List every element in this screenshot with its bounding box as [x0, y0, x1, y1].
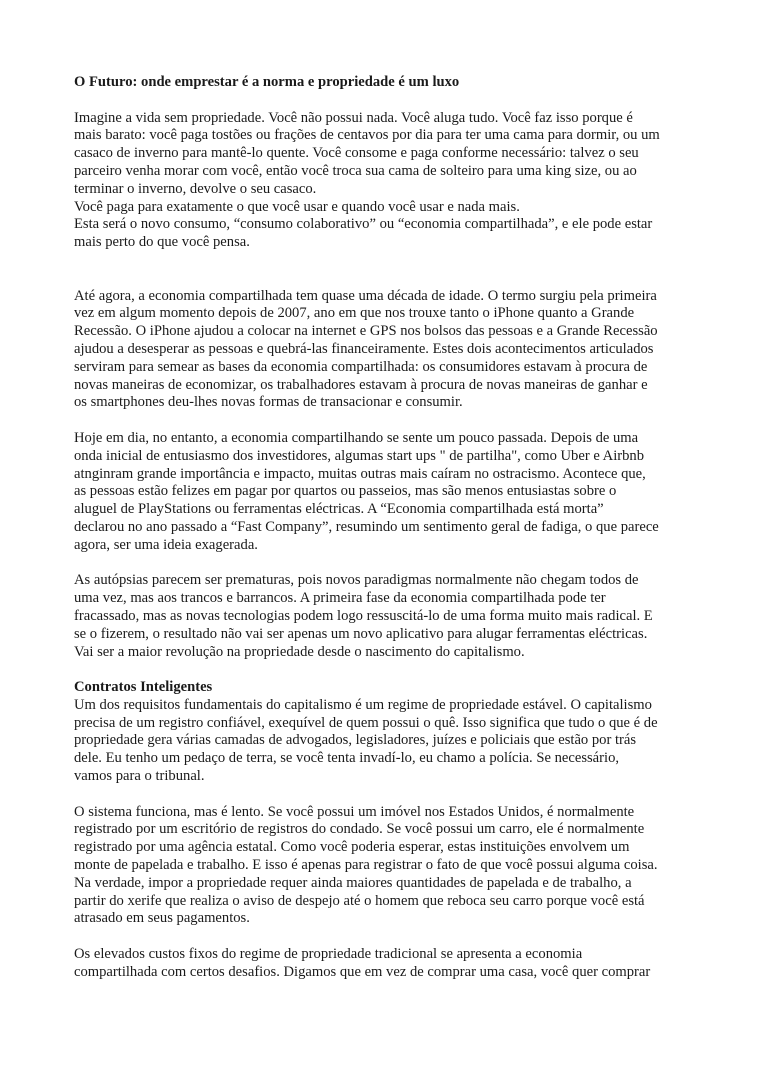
- text-line: As autópsias parecem ser prematuras, pois novos paradigmas normalmente não chegam todos de: [74, 572, 639, 589]
- text-line: propriedade gera várias camadas de advogados, legisladores, juízes e policiais que estão por trás: [74, 732, 637, 749]
- text-line: dele. Eu tenho um pedaço de terra, se você tenta invadí-lo, eu chamo a polícia. Se necessário,: [74, 750, 620, 767]
- paragraph-history: [74, 288, 706, 413]
- text-line: aluguel de PlayStations ou ferramentas eléctricas. A “Economia compartilhada está morta”: [74, 501, 604, 518]
- document-title: O Futuro: onde emprestar é a norma e propriedade é um luxo: [74, 74, 460, 90]
- text-line: precisa de um registro confiável, exequível de quem possui o quê. Isso significa que tudo o que é de: [74, 714, 658, 731]
- text-line: Imagine a vida sem propriedade. Você não possui nada. Você aluga tudo. Você faz isso porque é: [74, 109, 633, 126]
- text-line: fracassado, mas as novas tecnologias podem logo ressuscitá-lo de uma forma muito mais radical. E: [74, 607, 653, 624]
- text-line: mais perto do que você pensa.: [74, 234, 250, 251]
- text-line: parceiro venha morar com você, então você troca sua cama de solteiro para uma king size, ou ao: [74, 162, 637, 179]
- text-line: registrado por uma agência estatal. Como você poderia esperar, estas instituições envolvem um: [74, 839, 630, 856]
- text-line: Hoje em dia, no entanto, a economia compartilhando se sente um pouco passada. Depois de uma: [74, 429, 639, 446]
- text-line: atnginram grande importância e impacto, muitas outras mais caíram no ostracismo. Acontece que,: [74, 465, 646, 482]
- text-line: compartilhada com certos desafios. Digamos que em vez de comprar uma casa, você quer comprar: [74, 963, 651, 980]
- text-line: onda inicial de entusiasmo dos investidores, algumas start ups " de partilha", como Uber e Airbnb: [74, 447, 645, 464]
- text-line: O sistema funciona, mas é lento. Se você possui um imóvel nos Estados Unidos, é normalmente: [74, 803, 635, 820]
- blank-line: [74, 270, 706, 288]
- section-heading: Contratos Inteligentes: [74, 679, 213, 696]
- text-line: Até agora, a economia compartilhada tem quase uma década de idade. O termo surgiu pela primeira: [74, 287, 657, 304]
- text-line: partir do xerife que realiza o aviso de despejo até o homem que reboca seu carro porque você está: [74, 892, 645, 909]
- paragraph-costs: [74, 946, 706, 982]
- text-line: terminar o inverno, devolve o seu casaco.: [74, 180, 317, 197]
- text-line: ajudou a desesperar as pessoas e quebrá-las financeiramente. Estes dois acontecimentos articulados: [74, 340, 654, 357]
- text-line: atrasado em seus pagamentos.: [74, 910, 250, 927]
- text-line: mais barato: você paga tostões ou frações de centavos por dia para ter uma cama para dormir, ou um: [74, 127, 660, 144]
- paragraph-intro: [74, 110, 706, 252]
- text-line: vamos para o tribunal.: [74, 768, 205, 785]
- text-line: Você paga para exatamente o que você usar e quando você usar e nada mais.: [74, 198, 520, 215]
- text-line: uma vez, mas aos trancos e barrancos. A primeira fase da economia compartilhada pode ter: [74, 590, 606, 607]
- text-line: Recessão. O iPhone ajudou a colocar na internet e GPS nos bolsos das pessoas e a Grande Recessão: [74, 323, 658, 340]
- text-line: Esta será o novo consumo, “consumo colaborativo” ou “economia compartilhada”, e ele pode estar: [74, 216, 653, 233]
- text-line: serviram para semear as bases da economia compartilhada: os consumidores estavam à procura de: [74, 358, 648, 375]
- text-line: Vai ser a maior revolução na propriedade desde o nascimento do capitalismo.: [74, 643, 525, 660]
- text-line: registrado por um escritório de registros do condado. Se você possui um carro, ele é normalmente: [74, 821, 645, 838]
- text-line: casaco de inverno para mantê-lo quente. Você consome e paga conforme necessário: talvez o seu: [74, 145, 639, 162]
- section-smart-contracts: [74, 679, 706, 786]
- text-line: agora, ser uma ideia exagerada.: [74, 536, 258, 553]
- paragraph-system: [74, 804, 706, 929]
- text-line: se o fizerem, o resultado não vai ser apenas um novo aplicativo para alugar ferramentas eléctricas.: [74, 625, 648, 642]
- document-body: [74, 74, 706, 999]
- paragraph-autopsies: [74, 572, 706, 661]
- text-line: vez em algum momento depois de 2007, ano em que nos trouxe tanto o iPhone quanto a Grande: [74, 305, 635, 322]
- text-line: Os elevados custos fixos do regime de propriedade tradicional se apresenta a economia: [74, 946, 583, 963]
- text-line: Na verdade, impor a propriedade requer ainda maiores quantidades de papelada e de trabalho, a: [74, 874, 632, 891]
- text-line: as pessoas estão felizes em pagar por quartos ou passeios, mas são menos entusiastas sobre o: [74, 483, 617, 500]
- text-line: os smartphones deu-lhes novas formas de transacionar e consumir.: [74, 394, 463, 411]
- text-line: monte de papelada e trabalho. E isso é apenas para registrar o fato de que você possui alguma coisa.: [74, 857, 658, 874]
- text-line: declarou no ano passado a “Fast Company”, resumindo um sentimento geral de fadiga, o que parece: [74, 518, 659, 535]
- text-line: novas maneiras de economizar, os trabalhadores estavam à procura de novas maneiras de ganhar e: [74, 376, 648, 393]
- paragraph-today: [74, 430, 706, 555]
- text-line: Um dos requisitos fundamentais do capitalismo é um regime de propriedade estável. O capitalismo: [74, 696, 652, 713]
